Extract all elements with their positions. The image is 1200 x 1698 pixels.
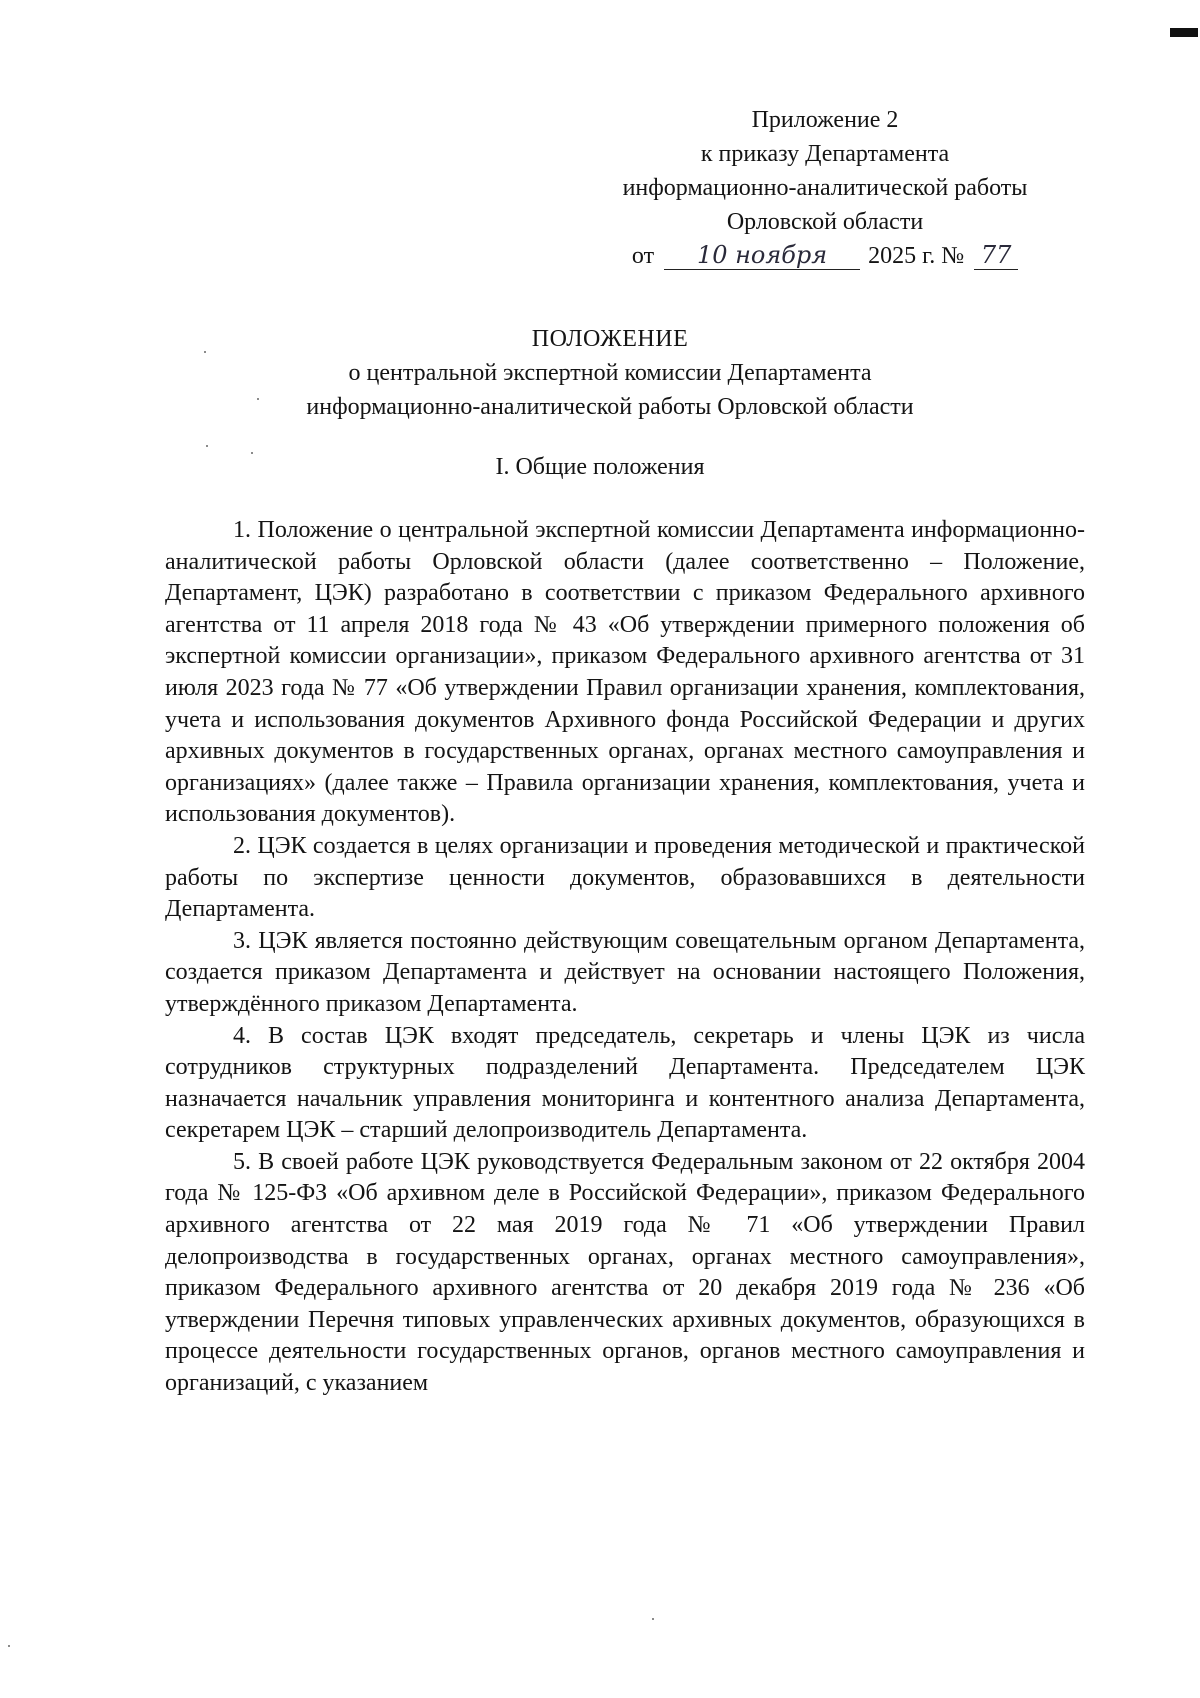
scan-speck xyxy=(8,1645,10,1647)
scan-speck xyxy=(251,452,253,454)
appendix-region: Орловской области xyxy=(726,209,924,235)
appendix-header xyxy=(560,103,1090,273)
order-date-handwritten: 10 ноября xyxy=(664,241,860,270)
document-body xyxy=(165,515,1085,1400)
scan-speck xyxy=(204,351,206,353)
document-subtitle-line-1: о центральной экспертной комиссии Департамента xyxy=(348,360,872,386)
paragraph-4: 4. В состав ЦЭК входят председатель, секретарь и члены ЦЭК из числа сотрудников структурных подразделений Департамента. Председателем ЦЭК назначается начальник управления мониторинга и контентного анализа Департамента, секретарем ЦЭК – старший делопроизводитель Департамента. xyxy=(165,1022,1085,1144)
order-date-prefix: от xyxy=(631,243,655,269)
document-subtitle-line-2: информационно-аналитической работы Орловской области xyxy=(306,394,914,420)
appendix-order-ref: к приказу Департамента xyxy=(700,141,950,167)
scan-speck xyxy=(206,445,208,447)
scan-speck xyxy=(652,1618,654,1620)
paragraph-5: 5. В своей работе ЦЭК руководствуется Федеральным законом от 22 октября 2004 года № 125-ФЗ «Об архивном деле в Российской Федерации», приказом Федерального архивного агентства от 22 мая 2019 года № 71 «Об утверждении Правил делопроизводства в государственных органах, органах местного самоуправления», приказом Федерального архивного агентства от 20 декабря 2019 года № 236 «Об утверждении Перечня типовых управленческих архивных документов, образующихся в процессе деятельности государственных органов, органов местного самоуправления и организаций, с указанием xyxy=(165,1148,1085,1397)
section-heading: I. Общие положения xyxy=(495,454,705,480)
paragraph-2: 2. ЦЭК создается в целях организации и проведения методической и практической работы по экспертизе ценности документов, образовавшихся в деятельности Департамента. xyxy=(165,832,1085,923)
document-title: ПОЛОЖЕНИЕ xyxy=(531,326,689,352)
appendix-number: Приложение 2 xyxy=(751,107,899,133)
document-title-block xyxy=(230,322,990,424)
order-number-handwritten: 77 xyxy=(974,241,1018,270)
order-date-suffix: 2025 г. № xyxy=(868,243,965,269)
scan-speck xyxy=(257,398,259,400)
appendix-department: информационно-аналитической работы xyxy=(622,175,1028,201)
order-date-line xyxy=(560,239,1090,273)
paragraph-1: 1. Положение о центральной экспертной комиссии Департамента информационно-аналитической работы Орловской области (далее соответственно – Положение, Департамент, ЦЭК) разработано в соответствии с приказом Федерального архивного агентства от 11 апреля 2018 года № 43 «Об утверждении примерного положения об экспертной комиссии организации», приказом Федерального архивного агентства от 31 июля 2023 года № 77 «Об утверждении Правил организации хранения, комплектования, учета и использования документов Архивного фонда Российской Федерации и других архивных документов в государственных органах, органах местного самоуправления и организациях» (далее также – Правила организации хранения, комплектования, учета и использования документов). xyxy=(165,517,1085,828)
scan-corner-mark xyxy=(1170,28,1198,37)
paragraph-3: 3. ЦЭК является постоянно действующим совещательным органом Департамента, создается приказом Департамента и действует на основании настоящего Положения, утверждённого приказом Департамента. xyxy=(165,927,1085,1017)
